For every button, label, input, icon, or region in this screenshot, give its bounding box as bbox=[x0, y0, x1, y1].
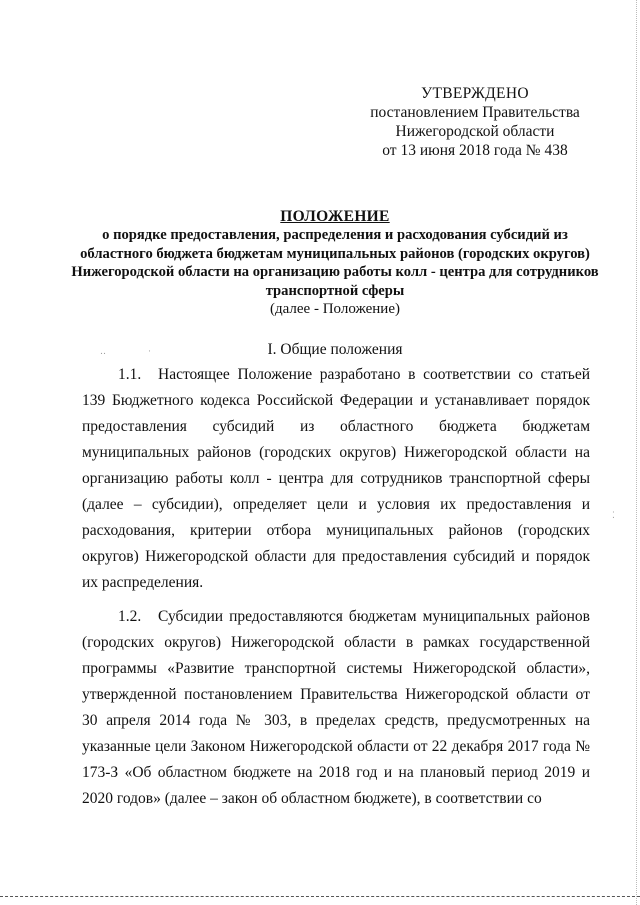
paragraph-text: Настоящее Положение разработано в соответствии со статьей 139 Бюджетного кодекса Российской Федерации и устанавливает порядок предоставления субсидий из областного бюджета бюджетам муниципальных районов (городских округов) Нижегородской области на организацию работы колл - центра для сотрудников транспортной сферы (далее – субсидии), определяет цели и условия их предоставления и расходования, критерии отбора муниципальных районов (городских округов) Нижегородской области для предоставления субсидий и порядок их распределения. bbox=[82, 366, 590, 591]
document-title bbox=[70, 207, 600, 318]
section-title: I. Общие положения bbox=[267, 341, 403, 358]
scan-speck: ‥ bbox=[100, 346, 107, 356]
paragraph-1-1 bbox=[82, 362, 590, 596]
paragraph-number: 1.1. bbox=[118, 366, 142, 383]
paragraph-1-2 bbox=[82, 604, 590, 812]
scan-speck: · bbox=[148, 346, 151, 356]
approval-stamp bbox=[340, 84, 610, 160]
page-bottom-edge bbox=[0, 896, 640, 897]
paragraph-number: 1.2. bbox=[118, 608, 142, 625]
title-main: ПОЛОЖЕНИЕ bbox=[280, 208, 390, 225]
title-subtitle: о порядке предоставления, распределения и расходования субсидий из областного бюджета бюджетам муниципальных районов (городских округов) Нижегородской области на организацию работы колл - центра для сотрудников транспортной сферы bbox=[71, 227, 599, 299]
title-note: (далее - Положение) bbox=[270, 301, 400, 318]
page-edge bbox=[636, 0, 637, 905]
paragraph-text: Субсидии предоставляются бюджетам муниципальных районов (городских округов) Нижегородской области в рамках государственной программы «Развитие транспортной системы Нижегородской области», утвержденной постановлением Правительства Нижегородской области от 30 апреля 2014 года № 303, в пределах средств, предусмотренных на указанные цели Законом Нижегородской области от 22 декабря 2017 года № 173-З «Об областном бюджете на 2018 год и на плановый период 2019 и 2020 годов» (далее – закон об областном бюджете), в соответствии со bbox=[82, 608, 590, 807]
approval-head: УТВЕРЖДЕНО bbox=[421, 85, 529, 102]
approval-line-1: постановлением Правительства bbox=[370, 104, 580, 121]
body-text bbox=[82, 362, 590, 820]
approval-line-2: Нижегородской области bbox=[395, 123, 555, 140]
approval-line-3: от 13 июня 2018 года № 438 bbox=[382, 142, 568, 159]
scan-speck: ⁚ bbox=[612, 510, 615, 520]
